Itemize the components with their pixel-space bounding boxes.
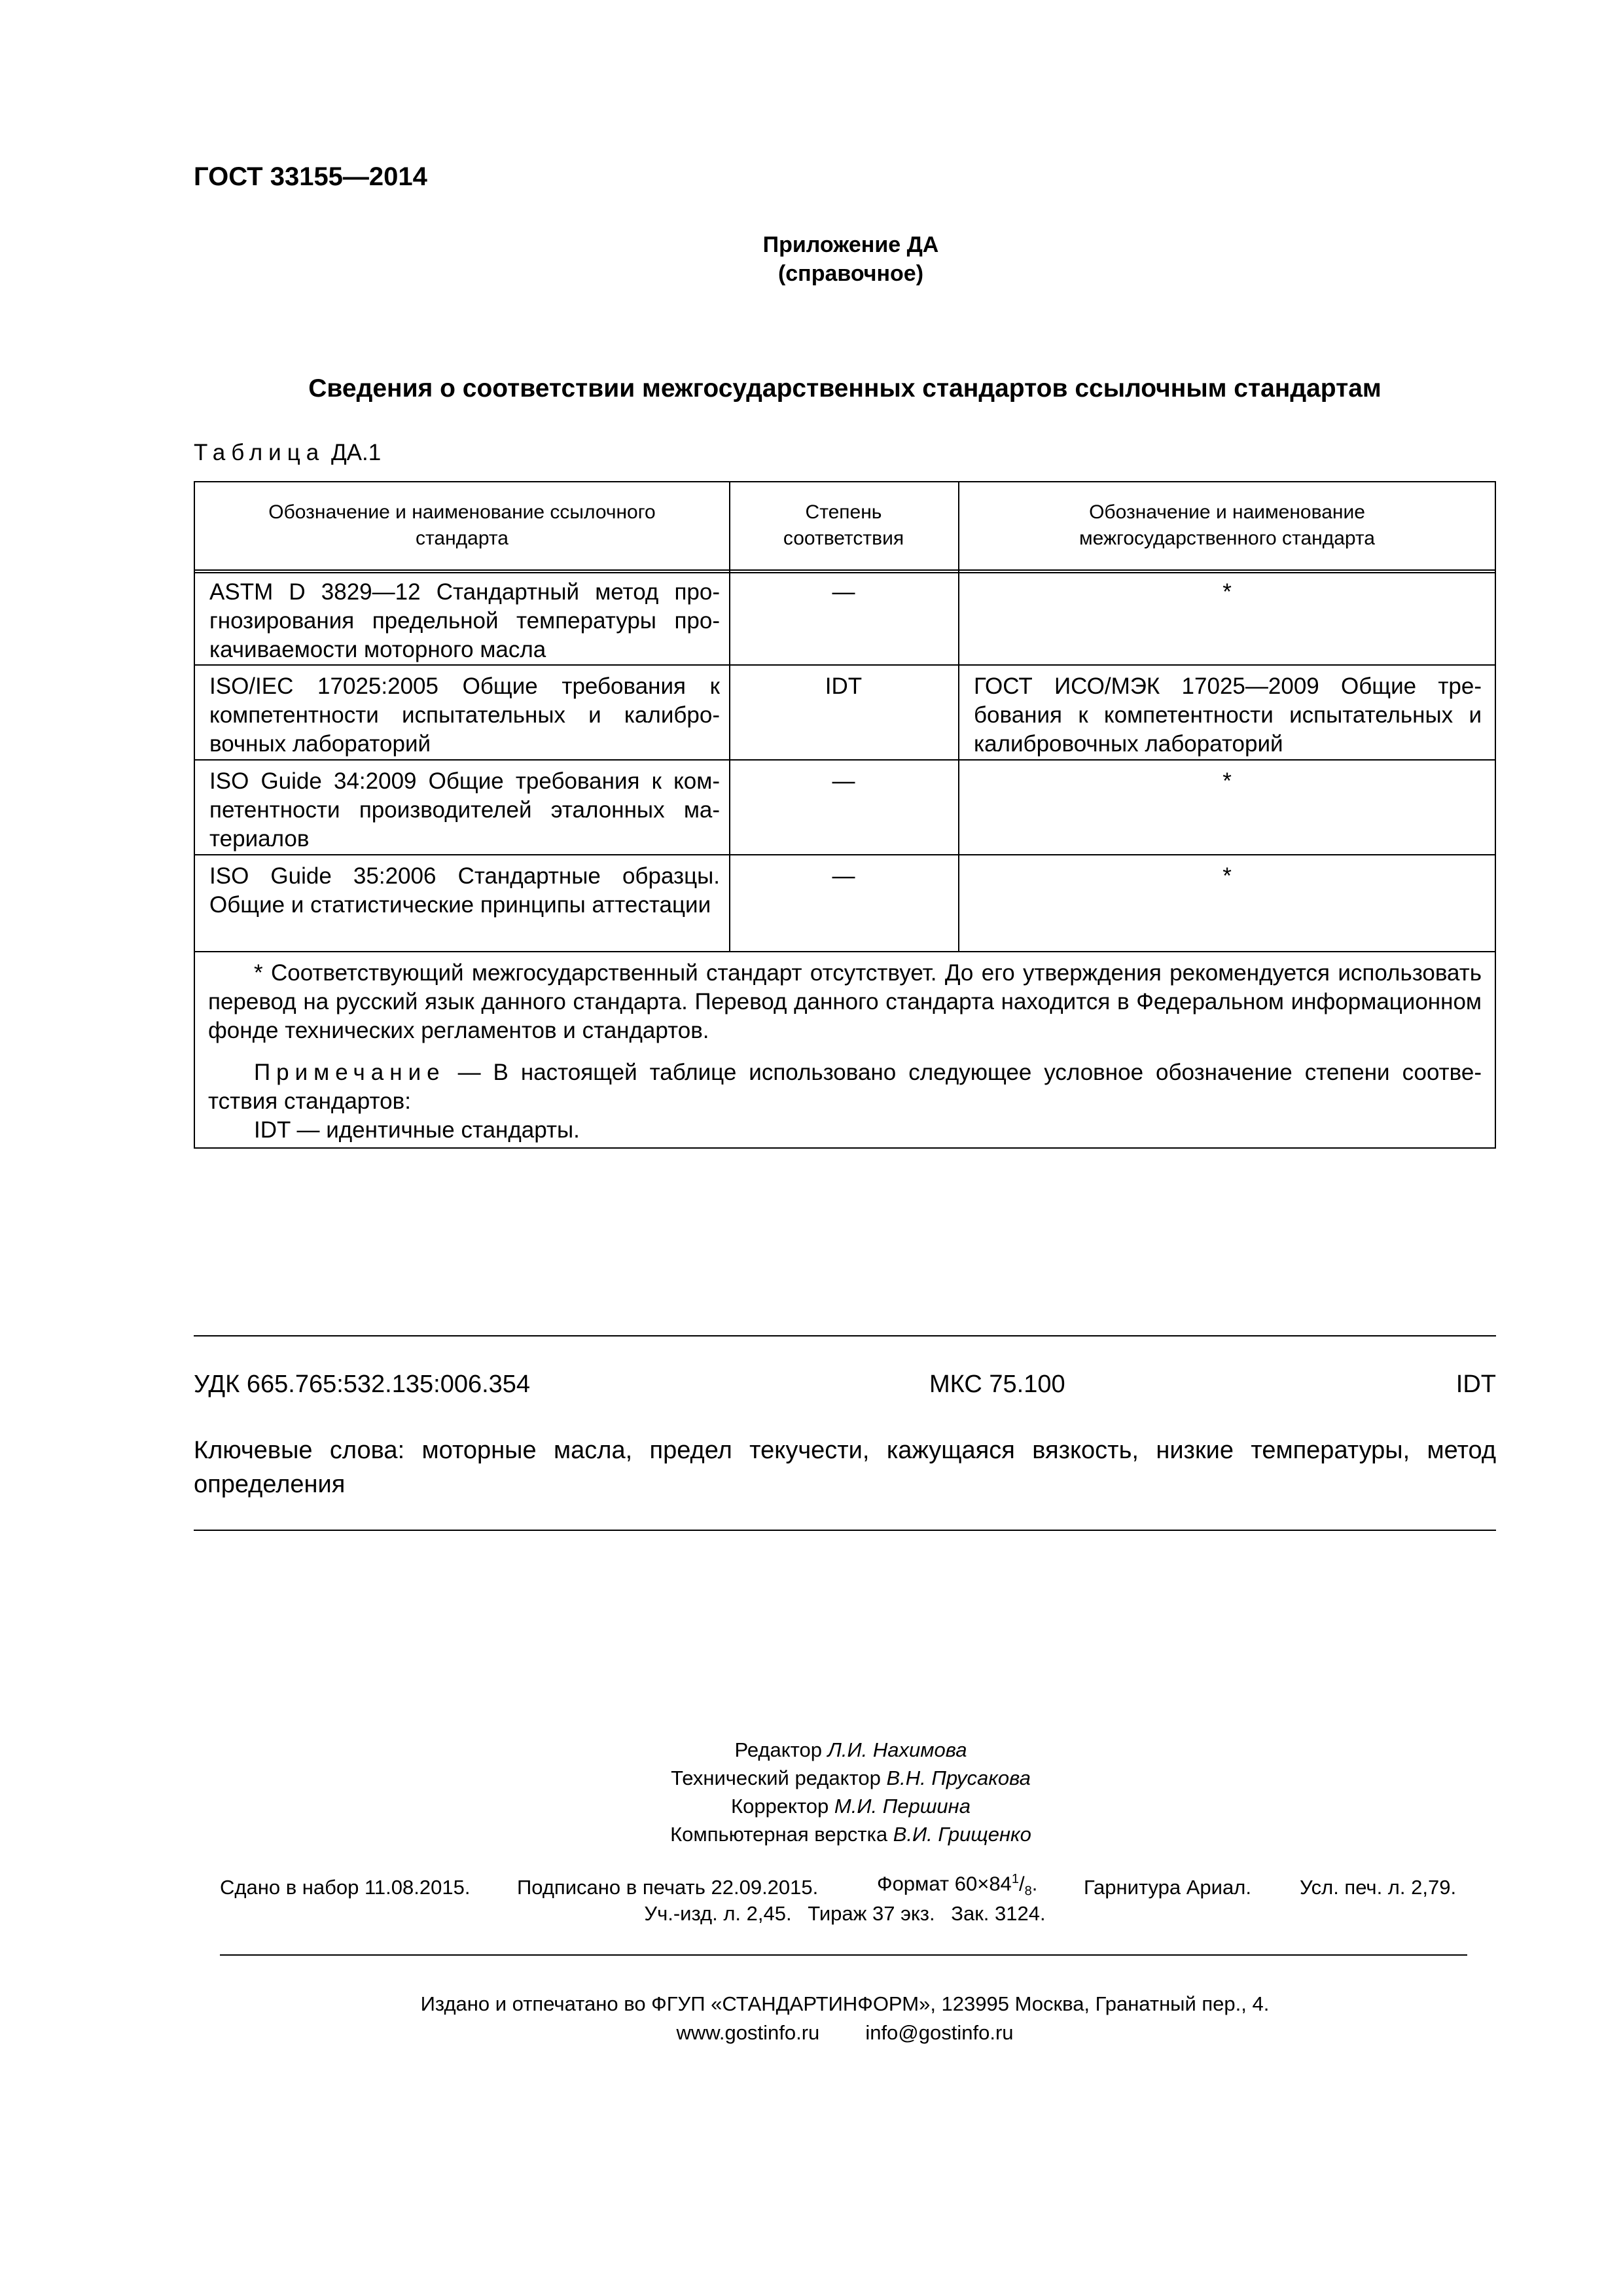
publisher-contacts <box>194 2018 1496 2047</box>
degree-code: IDT <box>1455 1371 1496 1398</box>
format-sub: 8 <box>1024 1884 1032 1899</box>
header-interstate-standard <box>959 499 1495 552</box>
credit-role: Технический редактор <box>671 1767 887 1789</box>
table-cell-interstate: * <box>1222 579 1232 605</box>
credit-tech-editor <box>589 1764 1113 1792</box>
print-font: Гарнитура Ариал. <box>1084 1876 1251 1899</box>
print-sheets: Усл. печ. л. 2,79. <box>1300 1876 1457 1899</box>
footnote-text: * Соответствующий межгосударственный стандарт отсутствует. До его утверждения рекомендуется использовать перевод на русский язык данного стандарта. Перевод данного стандарта находится в Федеральном информационном фонде технических регламентов и стандартов. <box>208 960 1482 1043</box>
publisher-info <box>194 1990 1496 2047</box>
publisher-email[interactable]: info@gostinfo.ru <box>865 2021 1014 2044</box>
row-divider <box>195 664 1495 666</box>
credit-name: В.И. Грищенко <box>893 1823 1031 1846</box>
table-footnote <box>208 959 1482 1045</box>
table-cell-reference: ISO Guide 35:2006 Стандартные образцы. Общие и статистические принципы аттестации <box>209 863 720 918</box>
note-text <box>208 1058 1482 1116</box>
udk-code: УДК 665.765:532.135:006.354 <box>194 1371 531 1398</box>
annex-subtitle: (справочное) <box>777 261 924 286</box>
print-signed: Подписано в печать 22.09.2015. <box>517 1876 819 1899</box>
credit-corrector <box>589 1792 1113 1820</box>
credit-name: М.И. Першина <box>834 1795 971 1818</box>
table-cell-reference: ASTM D 3829—12 Стандартный метод прогнозирования предельной температуры прокачиваемости моторного масла <box>209 579 720 662</box>
credit-role: Корректор <box>731 1795 834 1818</box>
format-text: Формат 60×84 <box>877 1872 1012 1895</box>
table-cell-reference: ISO/IEC 17025:2005 Общие требования к компетентности испытательных и калибровочных лабораторий <box>209 673 720 757</box>
table-cell-interstate: ГОСТ ИСО/МЭК 17025—2009 Общие требования к компетентности испытательных и калибровочных лабораторий <box>974 673 1482 757</box>
annex-title: Приложение ДА <box>762 232 939 257</box>
document-number: ГОСТ 33155—2014 <box>194 162 427 191</box>
table-cell-interstate: * <box>1222 863 1232 889</box>
keywords: Ключевые слова: моторные масла, предел текучести, кажущаяся вязкость, низкие температуры, метод определения <box>194 1437 1496 1498</box>
row-divider <box>195 759 1495 761</box>
divider-rule <box>194 1530 1496 1531</box>
format-sup: 1 <box>1011 1872 1019 1886</box>
print-submitted: Сдано в набор 11.08.2015. <box>220 1876 471 1899</box>
format-end: . <box>1031 1872 1038 1895</box>
print-line-2 <box>194 1902 1496 1926</box>
credit-layout <box>589 1820 1113 1848</box>
table-caption-number: ДА.1 <box>330 440 382 465</box>
print-run: Тираж 37 экз. <box>808 1902 935 1925</box>
table-note <box>208 1058 1482 1145</box>
table-caption-word: Таблица <box>194 440 325 465</box>
credit-role: Компьютерная верстка <box>670 1823 893 1846</box>
header-reference-standard <box>202 499 722 552</box>
header-line: соответствия <box>783 528 904 549</box>
note-legend: IDT — идентичные стандарты. <box>254 1117 580 1143</box>
print-edition-sheets: Уч.-изд. л. 2,45. <box>644 1902 792 1925</box>
credit-editor <box>589 1736 1113 1764</box>
note-word: Примечание <box>254 1060 446 1085</box>
table-cell-degree: — <box>832 863 855 889</box>
editorial-credits <box>589 1736 1113 1848</box>
section-title: Сведения о соответствии межгосударственных стандартов ссылочным стандартам <box>308 374 1382 403</box>
table-cell-degree: — <box>832 768 855 794</box>
publisher-line: Издано и отпечатано во ФГУП «СТАНДАРТИНФОРМ», 123995 Москва, Гранатный пер., 4. <box>420 1992 1270 2015</box>
credit-name: Л.И. Нахимова <box>827 1738 967 1761</box>
header-line: межгосударственного стандарта <box>1079 528 1375 549</box>
divider-rule <box>194 1335 1496 1336</box>
format-sep: / <box>1018 1872 1025 1895</box>
table-cell-interstate: * <box>1222 768 1232 794</box>
correspondence-table <box>194 481 1496 1149</box>
row-divider <box>195 951 1495 952</box>
credit-name: В.Н. Прусакова <box>886 1767 1031 1789</box>
table-caption <box>194 440 381 466</box>
annex-heading <box>654 230 1047 288</box>
table-cell-degree: IDT <box>825 673 863 699</box>
print-format <box>877 1872 1037 1899</box>
header-line: Степень <box>805 501 882 523</box>
row-divider <box>195 854 1495 855</box>
print-order: Зак. 3124. <box>951 1902 1046 1925</box>
header-line: Обозначение и наименование <box>1089 501 1365 523</box>
table-cell-reference: ISO Guide 34:2009 Общие требования к компетентности производителей эталонных материалов <box>209 768 720 852</box>
header-divider <box>195 569 1495 573</box>
header-degree <box>730 499 957 552</box>
header-line: стандарта <box>416 528 508 549</box>
mks-code: МКС 75.100 <box>929 1371 1065 1398</box>
divider-rule <box>220 1954 1467 1956</box>
publisher-website[interactable]: www.gostinfo.ru <box>676 2021 820 2044</box>
header-line: Обозначение и наименование ссылочного <box>268 501 656 523</box>
credit-role: Редактор <box>734 1738 828 1761</box>
table-cell-degree: — <box>832 579 855 605</box>
note-body: — В настоящей таблице использовано следующее условное обозначение степени соответствия стандартов: <box>208 1060 1482 1114</box>
